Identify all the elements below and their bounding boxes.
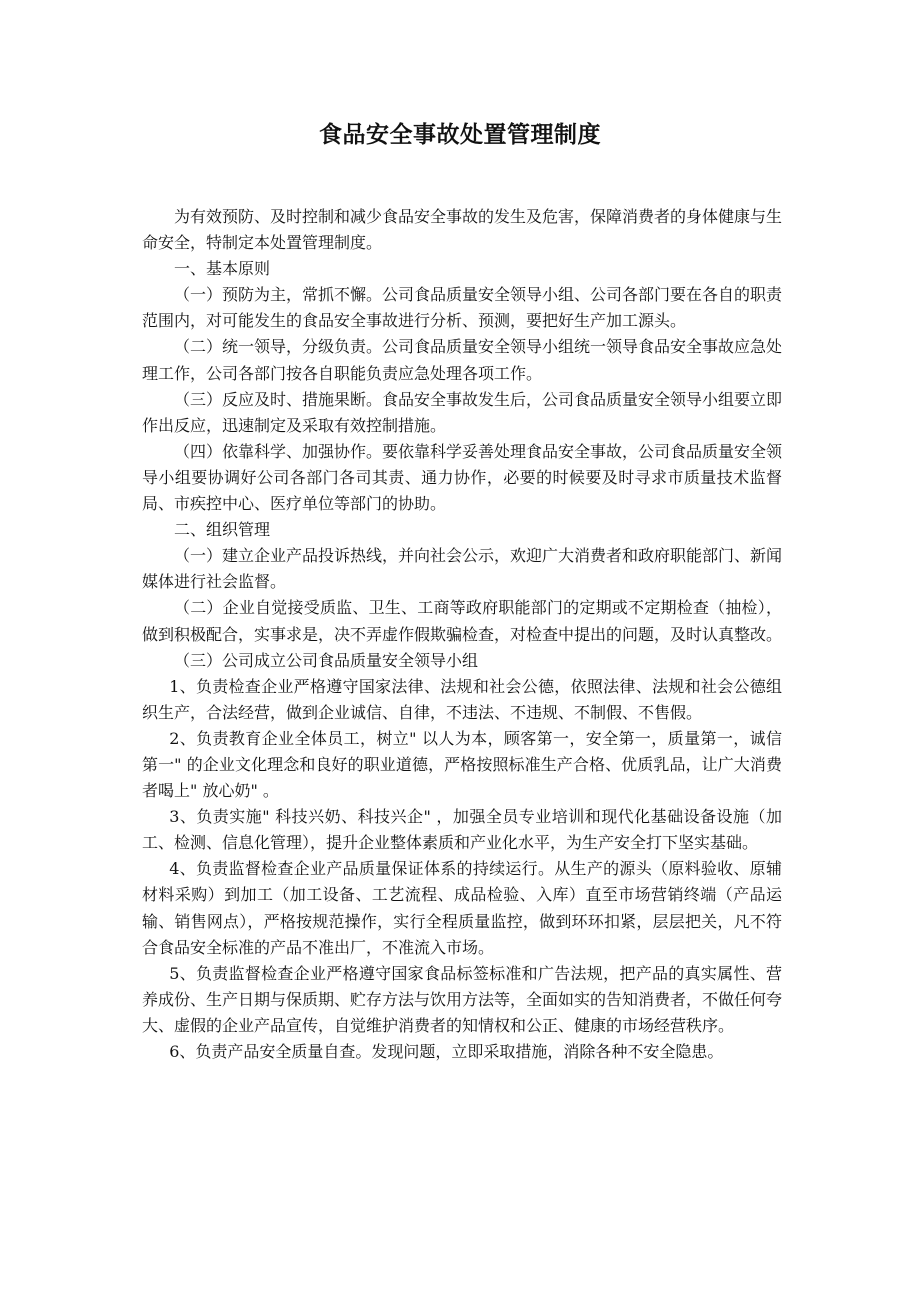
responsibility-item: 3、负责实施" 科技兴奶、科技兴企" ，加强全员专业培训和现代化基础设备设施（加工、检测、信息化管理），提升企业整体素质和产业化水平，为生产安全打下坚实基础。 xyxy=(142,807,782,853)
section-heading-organization: 二、组织管理 xyxy=(174,520,271,540)
intro-paragraph: 为有效预防、及时控制和减少食品安全事故的发生及危害，保障消费者的身体健康与生命安全，特制定本处置管理制度。 xyxy=(142,207,783,253)
section-heading-basic-principles: 一、基本原则 xyxy=(174,259,271,279)
responsibility-item: 5、负责监督检查企业严格遵守国家食品标签标准和广告法规，把产品的真实属性、营养成份、生产日期与保质期、贮存方法与饮用方法等，全面如实的告知消费者，不做任何夸大、虚假的企业产品宣传，自觉维护消费者的知情权和公正、健康的市场经营秩序。 xyxy=(142,963,783,1035)
responsibility-item: 1、负责检查企业严格遵守国家法律、法规和社会公德，依照法律、法规和社会公德组织生产，合法经营，做到企业诚信、自律，不违法、不违规、不制假、不售假。 xyxy=(142,676,782,722)
principle-paragraph: （二）统一领导，分级负责。公司食品质量安全领导小组统一领导食品安全事故应急处理工作，公司各部门按各自职能负责应急处理各项工作。 xyxy=(142,337,783,383)
organization-paragraph: （一）建立企业产品投诉热线，并向社会公示，欢迎广大消费者和政府职能部门、新闻媒体进行社会监督。 xyxy=(142,546,783,592)
document-title: 食品安全事故处置管理制度 xyxy=(319,121,601,148)
principle-paragraph: （三）反应及时、措施果断。食品安全事故发生后，公司食品质量安全领导小组要立即作出反应，迅速制定及采取有效控制措施。 xyxy=(142,389,783,435)
responsibility-item: 6、负责产品安全质量自查。发现问题，立即采取措施，消除各种不安全隐患。 xyxy=(169,1042,724,1061)
principle-paragraph: （四）依靠科学、加强协作。要依靠科学妥善处理食品安全事故，公司食品质量安全领导小组要协调好公司各部门各司其责、通力协作，必要的时候要及时寻求市质量技术监督局、市疾控中心、医疗单位等部门的协助。 xyxy=(142,441,783,514)
document-body xyxy=(142,204,782,1065)
responsibility-item: 4、负责监督检查企业产品质量保证体系的持续运行。从生产的源头（原料验收、原辅材料采购）到加工（加工设备、工艺流程、成品检验、入库）直至市场营销终端（产品运输、销售网点），严格按规范操作，实行全程质量监控，做到环环扣紧，层层把关，凡不符合食品安全标准的产品不准出厂，不准流入市场。 xyxy=(142,859,782,957)
responsibility-item: 2、负责教育企业全体员工，树立" 以人为本，顾客第一，安全第一，质量第一，诚信第一" 的企业文化理念和良好的职业道德，严格按照标准生产合格、优质乳品，让广大消费者喝上" 放心奶" 。 xyxy=(142,728,782,801)
principle-paragraph: （一）预防为主，常抓不懈。公司食品质量安全领导小组、公司各部门要在各自的职责范围内，对可能发生的食品安全事故进行分析、预测，要把好生产加工源头。 xyxy=(142,285,783,331)
organization-paragraph: （二）企业自觉接受质监、卫生、工商等政府职能部门的定期或不定期检查（抽检），做到积极配合，实事求是，决不弄虚作假欺骗检查，对检查中提出的问题，及时认真整改。 xyxy=(142,598,783,644)
organization-paragraph: （三）公司成立公司食品质量安全领导小组 xyxy=(174,650,479,670)
